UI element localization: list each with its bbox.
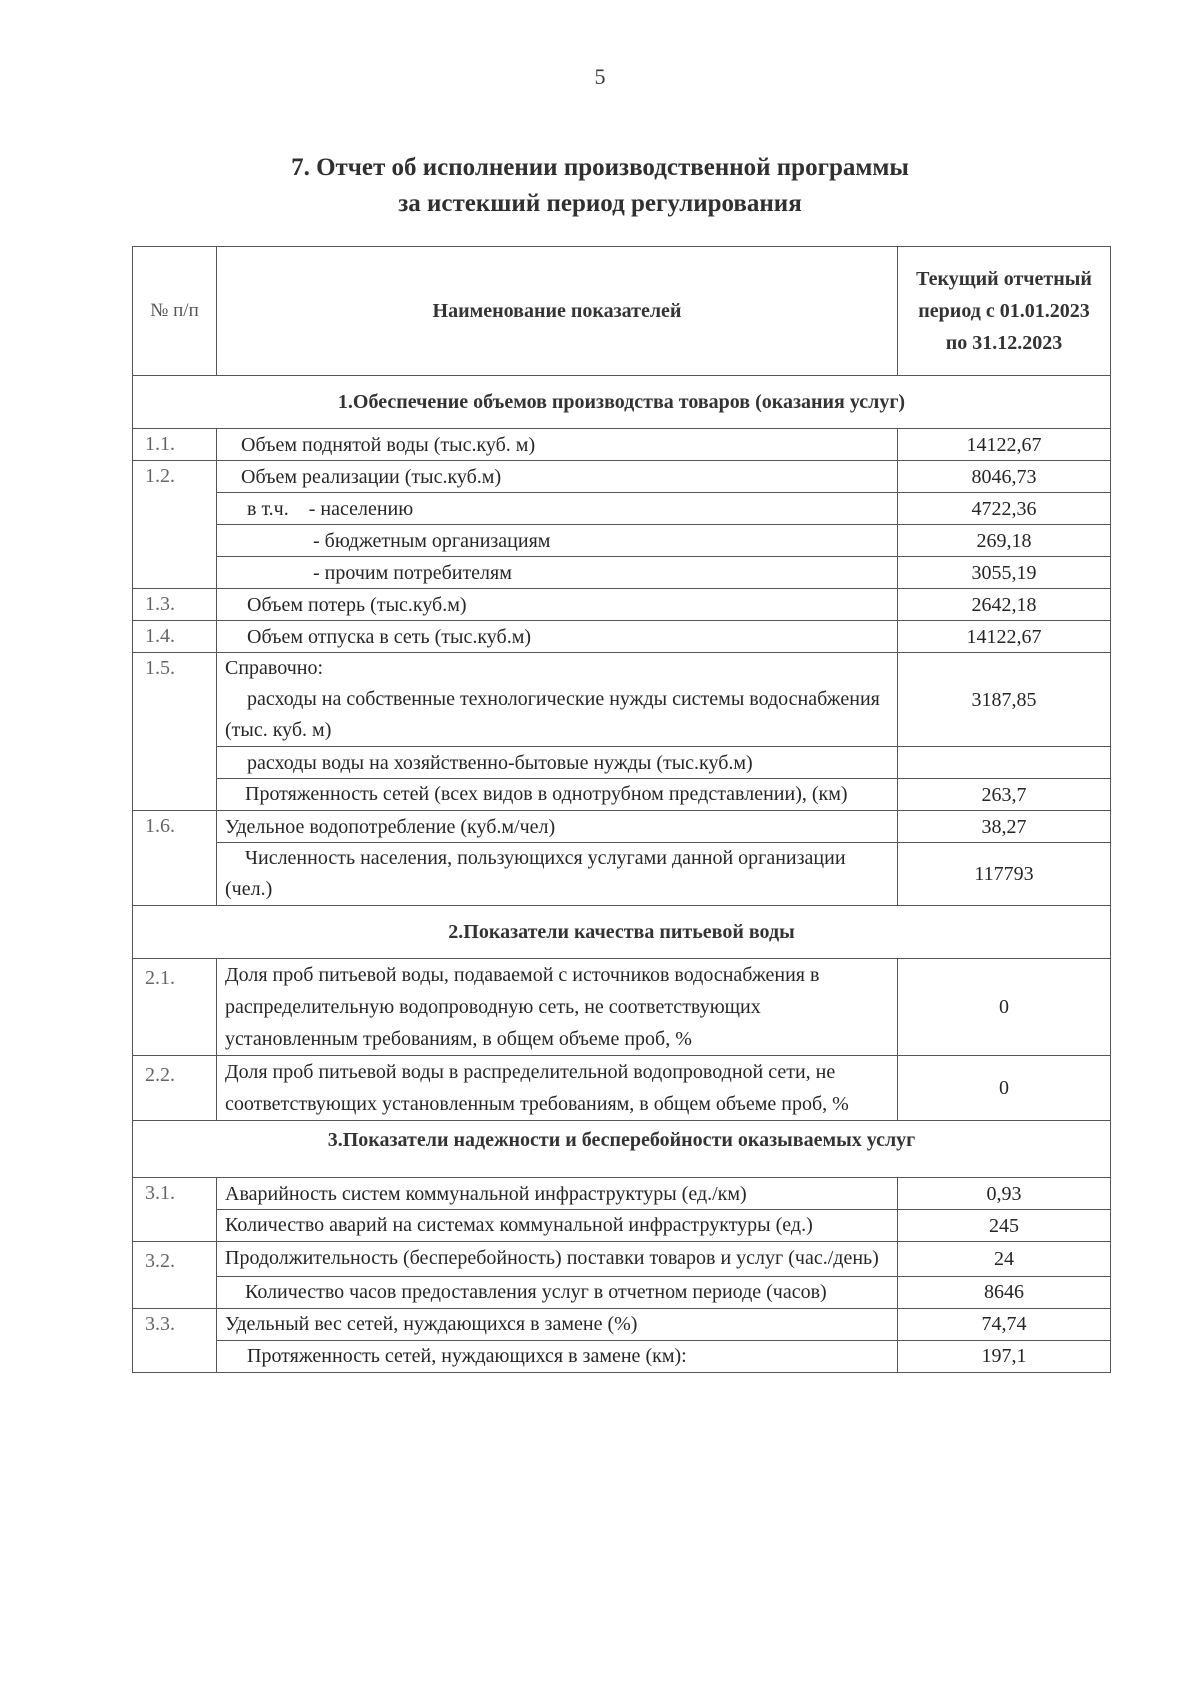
table-row bbox=[133, 653, 1111, 747]
row-number: 2.2. bbox=[133, 1056, 217, 1121]
table-row bbox=[133, 1308, 1111, 1340]
row-value: 245 bbox=[898, 1210, 1111, 1242]
row-value: 74,74 bbox=[898, 1308, 1111, 1340]
table-row bbox=[133, 1178, 1111, 1210]
row-number bbox=[133, 525, 217, 557]
table-row bbox=[133, 747, 1111, 779]
row-number: 3.1. bbox=[133, 1178, 217, 1210]
row-number: 1.3. bbox=[133, 589, 217, 621]
table-row bbox=[133, 525, 1111, 557]
row-value: 197,1 bbox=[898, 1340, 1111, 1372]
row-number bbox=[133, 843, 217, 906]
row-value: 0,93 bbox=[898, 1178, 1111, 1210]
row-indicator: Объем потерь (тыс.куб.м) bbox=[217, 589, 898, 621]
row-indicator-text: расходы на собственные технологические нужды системы водоснабжения (тыс. куб. м) bbox=[225, 688, 880, 741]
table-row bbox=[133, 959, 1111, 1056]
table-row bbox=[133, 621, 1111, 653]
table-header-row bbox=[133, 247, 1111, 376]
report-table bbox=[132, 246, 1111, 1373]
row-number: 1.6. bbox=[133, 811, 217, 843]
row-number: 1.5. bbox=[133, 653, 217, 747]
header-indicator-name: Наименование показателей bbox=[217, 247, 898, 376]
row-value: 269,18 bbox=[898, 525, 1111, 557]
row-indicator: - прочим потребителям bbox=[217, 557, 898, 589]
row-value: 8046,73 bbox=[898, 461, 1111, 493]
table-row bbox=[133, 811, 1111, 843]
row-indicator: расходы воды на хозяйственно-бытовые нужды (тыс.куб.м) bbox=[217, 747, 898, 779]
row-value: 3187,85 bbox=[898, 653, 1111, 747]
row-value: 263,7 bbox=[898, 779, 1111, 811]
row-number: 3.2. bbox=[133, 1242, 217, 1277]
row-number: 3.3. bbox=[133, 1308, 217, 1340]
row-number: 1.1. bbox=[133, 429, 217, 461]
document-title bbox=[0, 150, 1200, 222]
row-indicator: Доля проб питьевой воды в распределительной водопроводной сети, не соответствующих установленным требованиям, в общем объеме проб, % bbox=[217, 1056, 898, 1121]
row-indicator: Продолжительность (бесперебойность) поставки товаров и услуг (час./день) bbox=[217, 1242, 898, 1277]
row-value: 8646 bbox=[898, 1276, 1111, 1308]
row-indicator bbox=[217, 653, 898, 747]
row-value: 117793 bbox=[898, 843, 1111, 906]
section-row bbox=[133, 376, 1111, 429]
row-number bbox=[133, 1340, 217, 1372]
table-row bbox=[133, 461, 1111, 493]
row-value: 14122,67 bbox=[898, 621, 1111, 653]
row-number: 1.2. bbox=[133, 461, 217, 493]
row-value: 4722,36 bbox=[898, 493, 1111, 525]
section-heading: 3.Показатели надежности и бесперебойности оказываемых услуг bbox=[133, 1121, 1111, 1178]
row-indicator-note: Справочно: bbox=[225, 657, 324, 679]
row-value: 0 bbox=[898, 959, 1111, 1056]
row-number bbox=[133, 1210, 217, 1242]
row-indicator: Количество аварий на системах коммунальной инфраструктуры (ед.) bbox=[217, 1210, 898, 1242]
table-row bbox=[133, 1210, 1111, 1242]
row-value: 0 bbox=[898, 1056, 1111, 1121]
row-number: 2.1. bbox=[133, 959, 217, 1056]
row-indicator: в т.ч. - населению bbox=[217, 493, 898, 525]
row-number bbox=[133, 493, 217, 525]
table-row bbox=[133, 1242, 1111, 1277]
section-heading: 1.Обеспечение объемов производства товаров (оказания услуг) bbox=[133, 376, 1111, 429]
table-row bbox=[133, 429, 1111, 461]
row-value: 3055,19 bbox=[898, 557, 1111, 589]
row-value bbox=[898, 747, 1111, 779]
row-indicator: Численность населения, пользующихся услугами данной организации (чел.) bbox=[217, 843, 898, 906]
document-title-line-2: за истекший период регулирования bbox=[398, 190, 802, 217]
row-indicator: Протяженность сетей, нуждающихся в замене (км): bbox=[217, 1340, 898, 1372]
row-number bbox=[133, 1276, 217, 1308]
row-indicator: Удельный вес сетей, нуждающихся в замене (%) bbox=[217, 1308, 898, 1340]
row-indicator: Протяженность сетей (всех видов в однотрубном представлении), (км) bbox=[217, 779, 898, 811]
table-row bbox=[133, 779, 1111, 811]
header-number: № п/п bbox=[133, 247, 217, 376]
section-heading: 2.Показатели качества питьевой воды bbox=[133, 906, 1111, 959]
table-row bbox=[133, 589, 1111, 621]
row-indicator: Объем поднятой воды (тыс.куб. м) bbox=[217, 429, 898, 461]
row-indicator: Объем отпуска в сеть (тыс.куб.м) bbox=[217, 621, 898, 653]
table-row bbox=[133, 1056, 1111, 1121]
row-indicator: Удельное водопотребление (куб.м/чел) bbox=[217, 811, 898, 843]
row-indicator: Доля проб питьевой воды, подаваемой с источников водоснабжения в распределительную водопроводную сеть, не соответствующих установленным требованиям, в общем объеме проб, % bbox=[217, 959, 898, 1056]
row-value: 2642,18 bbox=[898, 589, 1111, 621]
table-row bbox=[133, 557, 1111, 589]
row-number bbox=[133, 747, 217, 779]
section-row bbox=[133, 1121, 1111, 1178]
table-row bbox=[133, 1340, 1111, 1372]
table-row bbox=[133, 1276, 1111, 1308]
row-value: 24 bbox=[898, 1242, 1111, 1277]
document-title-line-1: 7. Отчет об исполнении производственной программы bbox=[291, 154, 909, 181]
table-row bbox=[133, 843, 1111, 906]
page-number: 5 bbox=[594, 64, 606, 89]
row-value: 14122,67 bbox=[898, 429, 1111, 461]
header-reporting-period: Текущий отчетный период с 01.01.2023 по 31.12.2023 bbox=[898, 247, 1111, 376]
row-number bbox=[133, 779, 217, 811]
row-value: 38,27 bbox=[898, 811, 1111, 843]
row-number bbox=[133, 557, 217, 589]
row-indicator: Аварийность систем коммунальной инфраструктуры (ед./км) bbox=[217, 1178, 898, 1210]
row-indicator: - бюджетным организациям bbox=[217, 525, 898, 557]
table-row bbox=[133, 493, 1111, 525]
row-indicator: Количество часов предоставления услуг в отчетном периоде (часов) bbox=[217, 1276, 898, 1308]
section-row bbox=[133, 906, 1111, 959]
row-indicator: Объем реализации (тыс.куб.м) bbox=[217, 461, 898, 493]
row-number: 1.4. bbox=[133, 621, 217, 653]
